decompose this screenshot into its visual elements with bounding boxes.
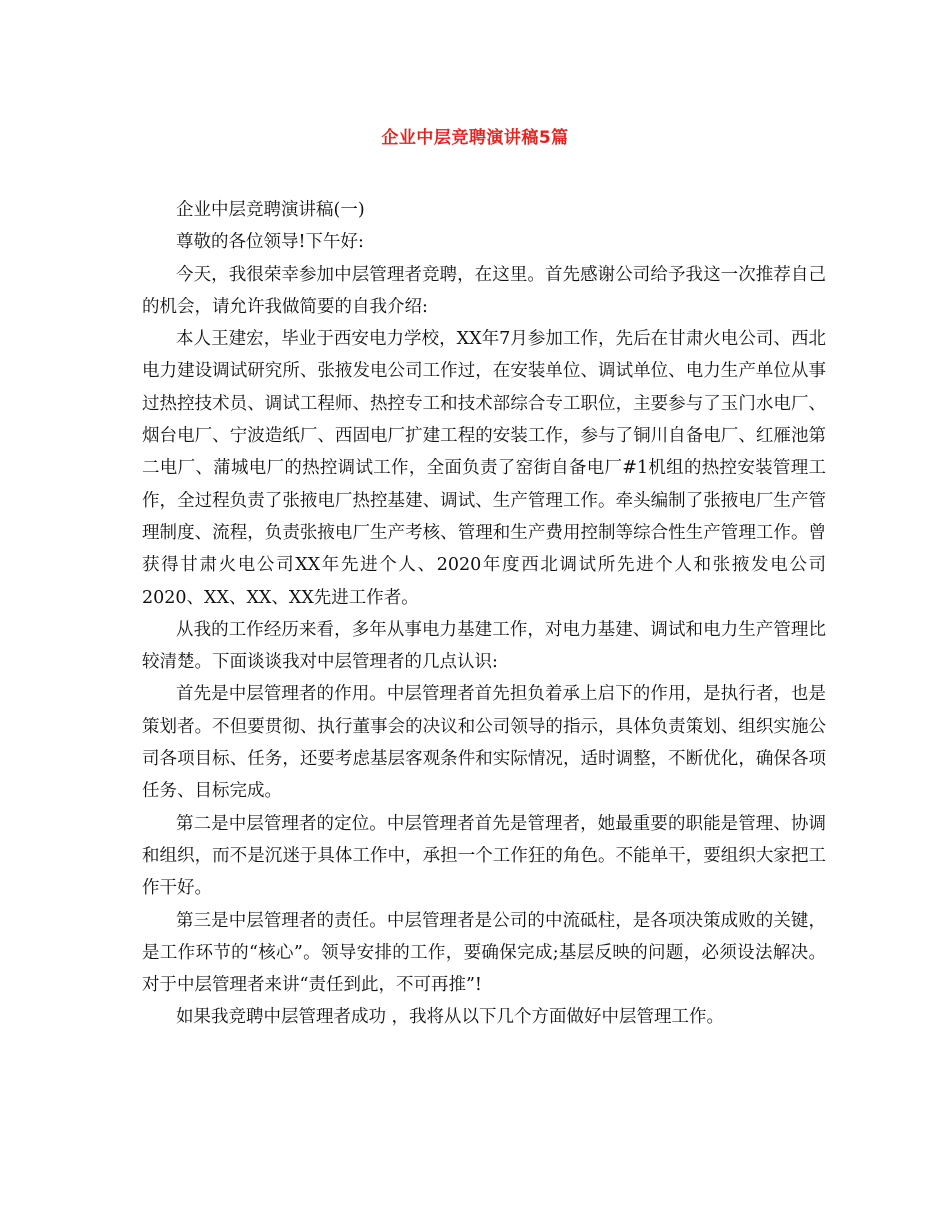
document-body	[142, 194, 826, 1034]
paragraph-intro: 今天，我很荣幸参加中层管理者竞聘，在这里。首先感谢公司给予我这一次推荐自己的机会，请允许我做简要的自我介绍:	[142, 264, 826, 317]
salutation: 尊敬的各位领导!下午好:	[176, 232, 364, 253]
paragraph-positioning: 第二是中层管理者的定位。中层管理者首先是管理者，她最重要的职能是管理、协调和组织，而不是沉迷于具体工作中，承担一个工作狂的角色。不能单干，要组织大家把工作干好。	[142, 813, 826, 899]
section-heading: 企业中层竞聘演讲稿(一)	[176, 200, 365, 220]
paragraph-biography: 本人王建宏，毕业于西安电力学校，XX年7月参加工作，先后在甘肃火电公司、西北电力建设调试研究所、张掖发电公司工作过，在安装单位、调试单位、电力生产单位从事过热控技术员、调试工程师、热控专工和技术部综合专工职位，主要参与了玉门水电厂、烟台电厂、宁波造纸厂、西固电厂扩建工程的安装工作，参与了铜川自备电厂、红雁池第二电厂、蒲城电厂的热控调试工作，全面负责了窑街自备电厂#1机组的热控安装管理工作，全过程负责了张掖电厂热控基建、调试、生产管理工作。牵头编制了张掖电厂生产管理制度、流程，负责张掖电厂生产考核、管理和生产费用控制等综合性生产管理工作。曾获得甘肃火电公司XX年先进个人、2020年度西北调试所先进个人和张掖发电公司2020、XX、XX、XX先进工作者。	[142, 329, 826, 608]
paragraph-experience: 从我的工作经历来看，多年从事电力基建工作，对电力基建、调试和电力生产管理比较清楚。下面谈谈我对中层管理者的几点认识:	[142, 619, 826, 673]
paragraph-plan: 如果我竞聘中层管理者成功 ，我将从以下几个方面做好中层管理工作。	[176, 1007, 725, 1028]
document-title: 企业中层竞聘演讲稿5篇	[381, 128, 569, 148]
paragraph-role: 首先是中层管理者的作用。中层管理者首先担负着承上启下的作用，是执行者，也是策划者。不但要贯彻、执行董事会的决议和公司领导的指示，具体负责策划、组织实施公司各项目标、任务，还要考虑基层客观条件和实际情况，适时调整，不断优化，确保各项任务、目标完成。	[142, 684, 826, 802]
paragraph-responsibility: 第三是中层管理者的责任。中层管理者是公司的中流砥柱，是各项决策成败的关键，是工作环节的“核心”。领导安排的工作，要确保完成;基层反映的问题，必须设法解决。对于中层管理者来讲“责任到此，不可再推”!	[142, 910, 826, 996]
